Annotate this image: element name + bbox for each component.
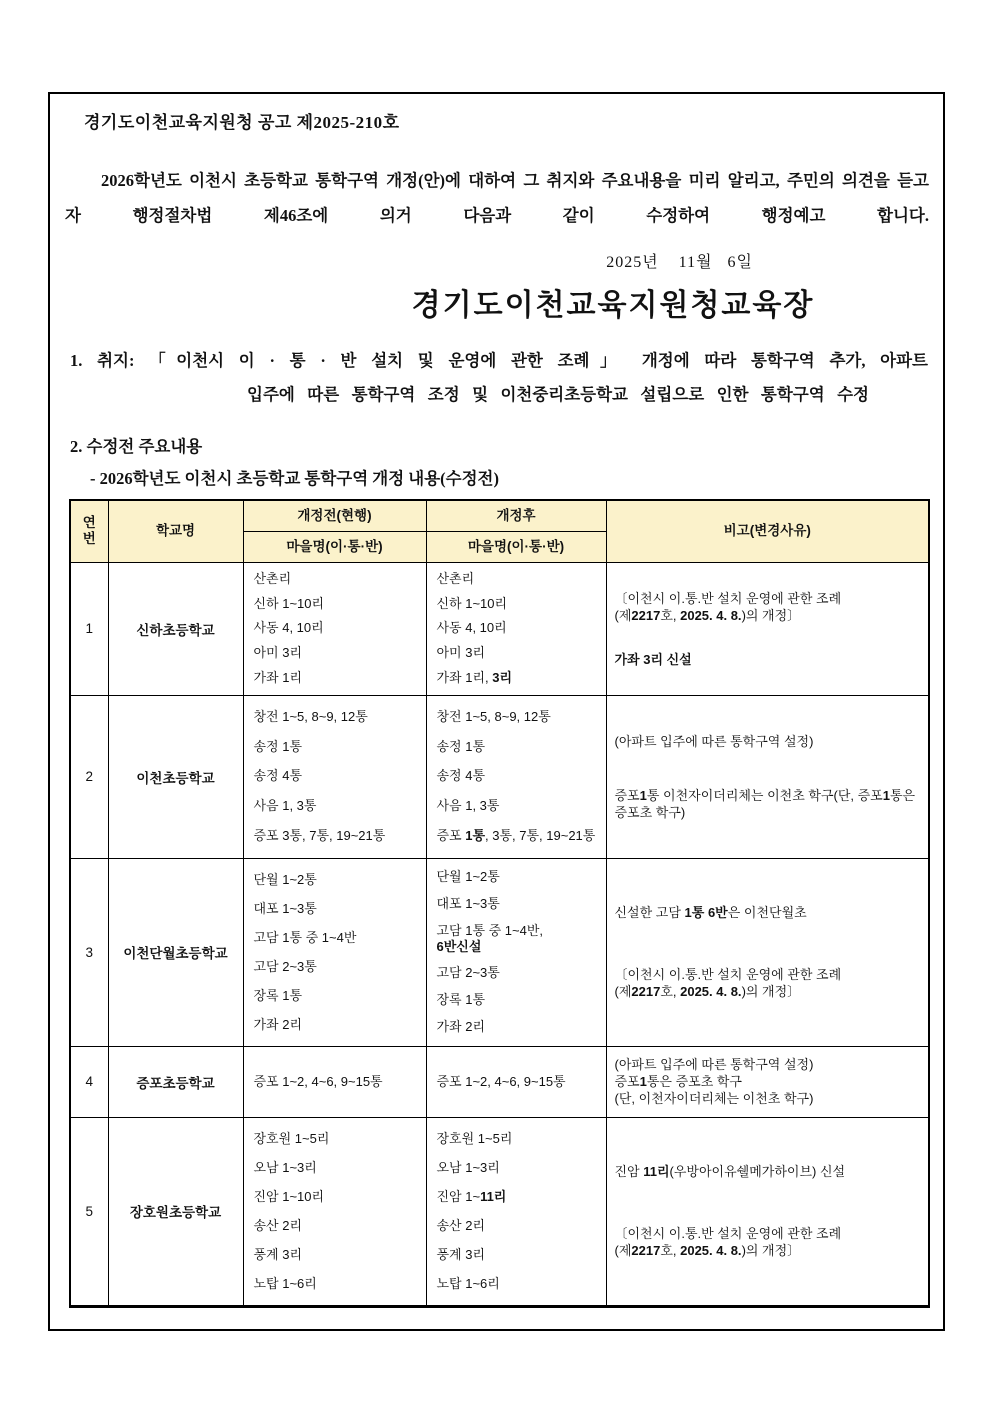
- villages-after-cell: [426, 695, 606, 858]
- village-line: 대포 1~3통: [436, 895, 500, 911]
- villages-after-cell: [426, 1046, 606, 1117]
- intro-paragraph: 2026학년도 이천시 초등학교 통학구역 개정(안)에 대하여 그 취지와 주요내용을 미리 알리고, 주민의 의견을 듣고자 행정절차법 제46조에 의거 다음과 같이 수정하여 행정예고 합니다.: [65, 171, 929, 225]
- school-name: 증포초등학교: [108, 1046, 243, 1117]
- section-purpose: [65, 344, 929, 412]
- village-line: 장록 1통: [253, 987, 303, 1003]
- village-line: 가좌 1리, 3리: [436, 669, 513, 685]
- row-number: 5: [70, 1117, 108, 1306]
- village-line: 사음 1, 3통: [436, 798, 500, 814]
- village-line: 가좌 1리: [253, 669, 303, 685]
- villages-after-cell: [426, 562, 606, 695]
- villages-after-cell: [426, 1117, 606, 1306]
- village-line: 고담 2~3통: [253, 958, 317, 974]
- villages-before-cell: [243, 1117, 426, 1306]
- header-row-number: 연번: [70, 500, 108, 562]
- village-line: 송정 4통: [253, 768, 303, 784]
- header-school-name: 학교명: [108, 500, 243, 562]
- villages-before-cell: [243, 562, 426, 695]
- remark-cell: [606, 695, 929, 858]
- remark-cell: [606, 1117, 929, 1306]
- villages-before-cell: [243, 695, 426, 858]
- section-main-content-title: 2. 수정전 주요내용: [70, 437, 203, 456]
- school-name: 신하초등학교: [108, 562, 243, 695]
- section-main-content-subtitle: - 2026학년도 이천시 초등학교 통학구역 개정 내용(수정전): [90, 469, 499, 488]
- village-line: 단월 1~2통: [253, 871, 317, 887]
- village-line: 창전 1~5, 8~9, 12통: [253, 709, 368, 725]
- village-line: 풍계 3리: [436, 1246, 486, 1262]
- village-line: 송정 1통: [253, 738, 303, 754]
- remark-block: 진암 11리(우방아이유쉘메가하이브) 신설: [614, 1163, 846, 1179]
- remark-block: 증포1통 이천자이더리체는 이천초 학구(단, 증포1통은 증포초 학구): [614, 787, 916, 820]
- village-line: 산촌리: [436, 571, 475, 587]
- village-line: 고담 2~3통: [436, 965, 500, 981]
- header-after-revision: 개정후: [426, 500, 606, 531]
- header-village-after: 마을명(이·통·반): [426, 531, 606, 562]
- village-line: 오남 1~3리: [436, 1159, 500, 1175]
- village-line: 증포 1~2, 4~6, 9~15통: [436, 1073, 566, 1089]
- village-line: 증포 3통, 7통, 19~21통: [253, 827, 386, 843]
- row-number: 2: [70, 695, 108, 858]
- village-line: 고담 1통 중 1~4반, 6반신설: [436, 922, 544, 954]
- remark-block: 〔이천시 이.통.반 설치 운영에 관한 조례 (제2217호, 2025. 4. 8.)의 개정〕: [614, 967, 842, 1000]
- remark-cell: [606, 562, 929, 695]
- village-line: 장록 1통: [436, 992, 486, 1008]
- remark-block: 〔이천시 이.통.반 설치 운영에 관한 조례 (제2217호, 2025. 4. 8.)의 개정〕: [614, 590, 842, 623]
- village-line: 진암 1~11리: [436, 1188, 507, 1204]
- village-line: 사동 4, 10리: [436, 620, 507, 636]
- village-line: 장호원 1~5리: [253, 1130, 330, 1146]
- zone-table-body: [70, 562, 929, 1306]
- village-line: 신하 1~10리: [253, 595, 325, 611]
- notice-date: 2025년 11월 6일: [606, 254, 753, 271]
- village-line: 증포 1~2, 4~6, 9~15통: [253, 1073, 383, 1089]
- row-number: 4: [70, 1046, 108, 1117]
- villages-after-cell: [426, 858, 606, 1046]
- villages-before-cell: [243, 1046, 426, 1117]
- issuer-signature: 경기도이천교육지원청교육장: [411, 289, 815, 322]
- row-number: 3: [70, 858, 108, 1046]
- village-line: 사음 1, 3통: [253, 798, 317, 814]
- header-before-revision: 개정전(현행): [243, 500, 426, 531]
- remark-block: (아파트 입주에 따른 통학구역 설정) 증포1통은 증포초 학구 (단, 이천자이더리체는 이천초 학구): [614, 1057, 814, 1106]
- school-zone-table: [69, 499, 930, 1308]
- village-line: 대포 1~3통: [253, 900, 317, 916]
- purpose-line-2: 입주에 따른 통학구역 조정 및 이천중리초등학교 설립으로 인한 통학구역 수정: [247, 385, 869, 404]
- village-line: 아미 3리: [253, 645, 303, 661]
- remark-block: (아파트 입주에 따른 통학구역 설정): [614, 733, 814, 749]
- table-row: [70, 1046, 929, 1117]
- remark-cell: [606, 1046, 929, 1117]
- school-name: 이천초등학교: [108, 695, 243, 858]
- village-line: 창전 1~5, 8~9, 12통: [436, 709, 551, 725]
- village-line: 송산 2리: [253, 1217, 303, 1233]
- table-row: [70, 695, 929, 858]
- purpose-line-1: 1. 취지: 「이천시 이 · 통 · 반 설치 및 운영에 관한 조례」 개정에 따라 통학구역 추가, 아파트: [70, 351, 928, 370]
- table-row: [70, 858, 929, 1046]
- village-line: 신하 1~10리: [436, 595, 508, 611]
- table-row: [70, 562, 929, 695]
- village-line: 풍계 3리: [253, 1246, 303, 1262]
- village-line: 송정 1통: [436, 738, 486, 754]
- village-line: 가좌 2리: [253, 1016, 303, 1032]
- remark-block: 〔이천시 이.통.반 설치 운영에 관한 조례 (제2217호, 2025. 4. 8.)의 개정〕: [614, 1226, 842, 1259]
- village-line: 노탑 1~6리: [436, 1275, 500, 1291]
- village-line: 송정 4통: [436, 768, 486, 784]
- remark-block: 신설한 고담 1통 6반은 이천단월초: [614, 904, 807, 920]
- village-line: 가좌 2리: [436, 1018, 486, 1034]
- village-line: 아미 3리: [436, 645, 486, 661]
- village-line: 오남 1~3리: [253, 1159, 317, 1175]
- school-name: 이천단월초등학교: [108, 858, 243, 1046]
- village-line: 장호원 1~5리: [436, 1130, 513, 1146]
- village-line: 송산 2리: [436, 1217, 486, 1233]
- school-name: 장호원초등학교: [108, 1117, 243, 1306]
- remark-cell: [606, 858, 929, 1046]
- table-row: [70, 1117, 929, 1306]
- village-line: 산촌리: [253, 571, 292, 587]
- village-line: 진암 1~10리: [253, 1188, 325, 1204]
- village-line: 고담 1통 중 1~4반: [253, 929, 357, 945]
- table-header: [70, 500, 929, 562]
- notice-number: 경기도이천교육지원청 공고 제2025-210호: [84, 113, 400, 132]
- village-line: 단월 1~2통: [436, 869, 500, 885]
- header-village-before: 마을명(이·통·반): [243, 531, 426, 562]
- village-line: 노탑 1~6리: [253, 1275, 317, 1291]
- village-line: 사동 4, 10리: [253, 620, 324, 636]
- village-line: 증포 1통, 3통, 7통, 19~21통: [436, 827, 596, 843]
- row-number: 1: [70, 562, 108, 695]
- remark-block: 가좌 3리 신설: [614, 651, 692, 667]
- page-border-frame: [48, 92, 945, 1331]
- villages-before-cell: [243, 858, 426, 1046]
- header-remark: 비고(변경사유): [606, 500, 929, 562]
